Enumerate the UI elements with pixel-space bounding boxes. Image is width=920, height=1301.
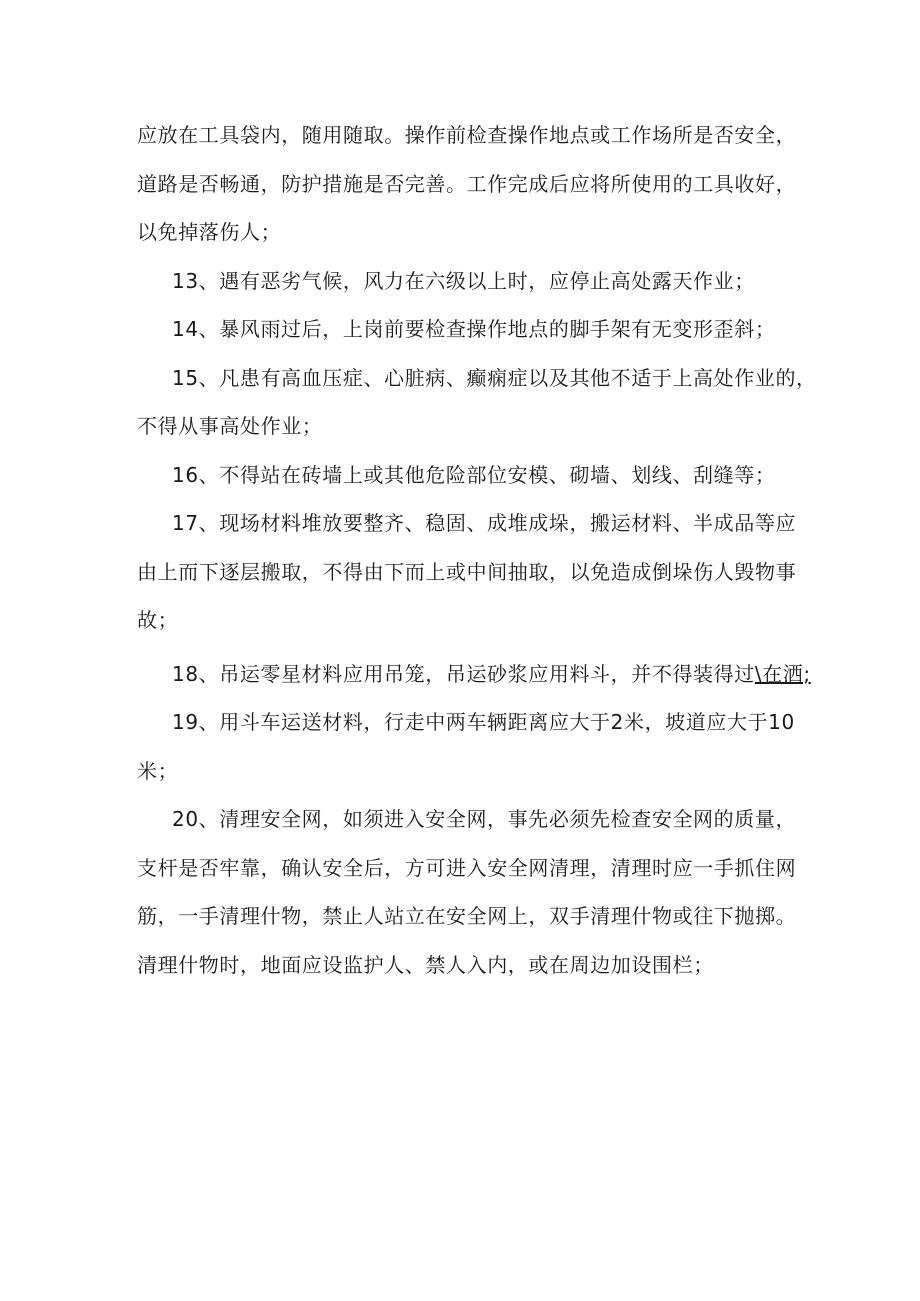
list-item-20: 20、清理安全网，如须进入安全网，事先必须先检查安全网的质量， (172, 807, 797, 831)
paragraph-line: 道路是否畅通，防护措施是否完善。工作完成后应将所使用的工具收好， (137, 172, 797, 196)
paragraph-line: 清理什物时，地面应设监护人、禁人入内，或在周边加设围栏； (137, 953, 714, 977)
list-item-14: 14、暴风雨过后，上岗前要检查操作地点的脚手架有无变形歪斜； (172, 317, 776, 341)
list-item-18 (172, 661, 811, 687)
paragraph-line: 由上而下逐层搬取，不得由下而上或中间抽取，以免造成倒垛伤人毁物事 (137, 560, 797, 584)
paragraph-line: 不得从事高处作业； (137, 414, 323, 438)
list-item-18-underlined-tail: \在洒; (754, 662, 811, 686)
paragraph-line: 故； (137, 608, 179, 632)
list-item-15: 15、凡患有高血压症、心脏病、癫痫症以及其他不适于上高处作业的， (172, 366, 817, 390)
list-item-17: 17、现场材料堆放要整齐、稳固、成堆成垛，搬运材料、半成品等应 (172, 511, 797, 535)
list-item-19: 19、用斗车运送材料，行走中两车辆距离应大于2米，坡道应大于10 (172, 710, 795, 734)
paragraph-line: 米； (137, 759, 179, 783)
paragraph-line: 以免掉落伤人； (137, 220, 282, 244)
paragraph-line: 支杆是否牢靠，确认安全后，方可进入安全网清理，清理时应一手抓住网 (137, 856, 797, 880)
list-item-13: 13、遇有恶劣气候，风力在六级以上时，应停止高处露天作业； (172, 269, 755, 293)
list-item-18-text: 18、吊运零星材料应用吊笼，吊运砂浆应用料斗，并不得装得过 (172, 662, 755, 686)
list-item-16: 16、不得站在砖墙上或其他危险部位安模、砌墙、划线、刮缝等； (172, 463, 776, 487)
paragraph-line: 筋，一手清理什物，禁止人站立在安全网上，双手清理什物或往下抛掷。 (137, 904, 797, 928)
paragraph-line: 应放在工具袋内，随用随取。操作前检查操作地点或工作场所是否安全， (137, 123, 797, 147)
